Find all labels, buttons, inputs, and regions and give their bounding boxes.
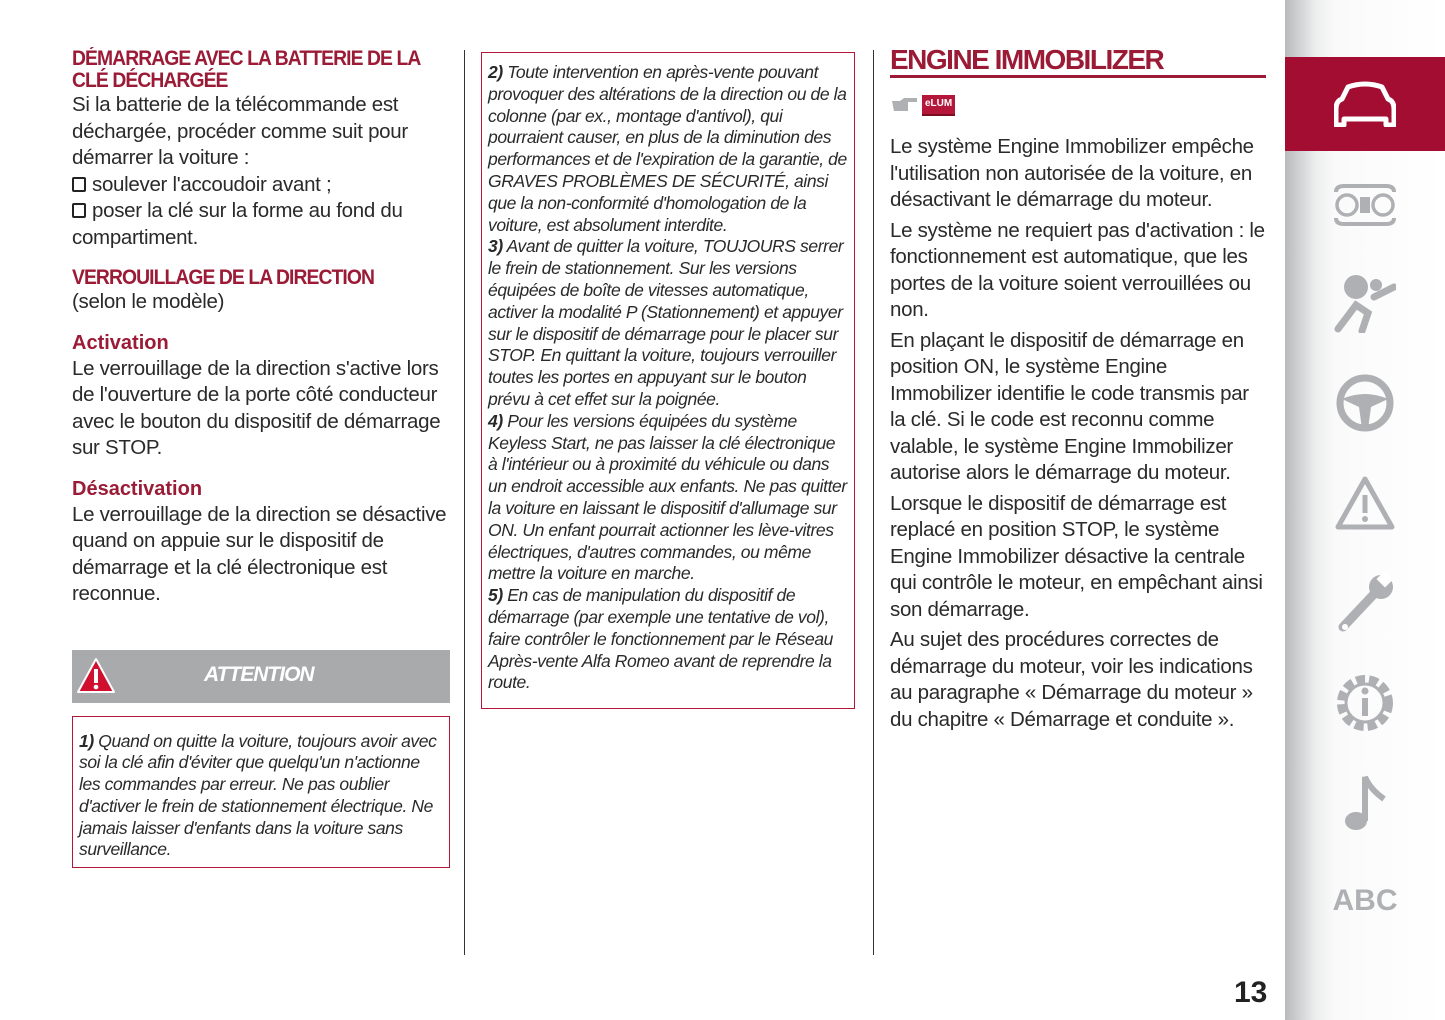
paragraph: Le système ne requiert pas d'activation : le fonctionnement est automatique, que les portes de la voiture soient verrouillées ou non. — [890, 218, 1265, 321]
battery-intro: Si la batterie de la télécommande est déchargée, procéder comme suit pour démarrer la voiture : — [72, 93, 408, 169]
bullet-item: soulever l'accoudoir avant ; — [72, 172, 450, 199]
warning-triangle-icon — [76, 656, 116, 696]
nav-multimedia[interactable] — [1285, 756, 1445, 850]
attention-banner — [72, 650, 450, 703]
elum-icon[interactable]: eLUM — [922, 95, 955, 116]
nav-driving[interactable] — [1285, 356, 1445, 450]
steering-lock-subtitle: (selon le modèle) — [72, 290, 225, 313]
middle-column — [481, 48, 855, 709]
notes-box — [481, 52, 855, 709]
nav-specifications[interactable] — [1285, 656, 1445, 750]
warning-icon — [1334, 475, 1396, 531]
checkbox-bullet-icon — [72, 177, 86, 192]
bullet-item: poser la clé sur la forme au fond du compartiment. — [72, 199, 403, 249]
note-box: 1) Quand on quitte la voiture, toujours avoir avec soi la clé afin d'éviter que quelqu'un n'actionne les commandes par erreur. Ne pas oublier d'activer le frein de stationnement électrique. Ne jamais laisser d'enfants dans la voiture sans surveillance. — [72, 716, 450, 869]
column-divider — [464, 50, 465, 955]
checkbox-bullet-icon — [72, 203, 86, 218]
deactivation-heading: Désactivation — [72, 477, 203, 500]
attention-label: ATTENTION — [204, 662, 314, 686]
paragraph: Le système Engine Immobilizer empêche l'utilisation non autorisée de la voiture, en désactivant le démarrage du moteur. — [890, 135, 1254, 211]
note-item: 3) Avant de quitter la voiture, TOUJOURS serrer le frein de stationnement. Sur les versions équipées de boîte de vitesses automatique, activer la modalité P (Stationnement) et appuyer sur le dispositif de démarrage pour le placer sur STOP. En quittant la voiture, toujours verrouiller toutes les portes en appuyant sur le bouton prévu à cet effet sur la poignée. — [488, 236, 844, 409]
activation-text: Le verrouillage de la direction s'active lors de l'ouverture de la porte côté conducteur avec le bouton du dispositif de démarrage sur STOP. — [72, 356, 441, 459]
note-item: 4) Pour les versions équipées du système Keyless Start, ne pas laisser la clé électronique à l'intérieur ou à proximité du véhicule ou dans un endroit accessible aux enfants. Ne pas quitter la voiture en laissant le dispositif d'allumage sur ON. Un enfant pourrait actionner les lève-vitres électriques, d'autres commandes, ou même mettre la voiture en marche. — [488, 410, 847, 584]
dashboard-icon — [1332, 184, 1398, 226]
paragraph: Au sujet des procédures correctes de démarrage du moteur, voir les indications au paragraphe « Démarrage du moteur » du chapitre « Démarrage et conduite ». — [890, 628, 1253, 731]
pointing-hand-icon — [890, 97, 918, 113]
section-heading-battery: DÉMARRAGE AVEC LA BATTERIE DE LA CLÉ DÉCHARGÉE — [72, 47, 420, 92]
steering-wheel-icon — [1335, 373, 1395, 433]
airbag-icon — [1334, 273, 1396, 333]
wrench-icon — [1335, 571, 1395, 635]
nav-index[interactable]: ABC — [1332, 884, 1398, 917]
left-column — [72, 48, 450, 868]
page-number: 13 — [1234, 976, 1268, 1009]
section-heading-steering-lock: VERROUILLAGE DE LA DIRECTION — [72, 266, 374, 289]
chapter-sidebar — [1285, 0, 1445, 1020]
nav-dashboard[interactable] — [1285, 158, 1445, 252]
nav-maintenance[interactable] — [1285, 556, 1445, 650]
elum-row — [890, 90, 1266, 120]
car-icon — [1334, 81, 1396, 127]
note-item: 2) Toute intervention en après-vente pouvant provoquer des altérations de la direction ou de la colonne (par ex., montage d'antivol), qui pourraient causer, en plus de la diminution des performances et de l'expiration de la garantie, de GRAVES PROBLÈMES DE SÉCURITÉ, ainsi que la non-conformité d'homologation de la voiture, est absolument interdite. — [488, 62, 847, 235]
deactivation-text: Le verrouillage de la direction se désactive quand on appuie sur le dispositif de démarrage et la clé électronique est reconnue. — [72, 502, 447, 605]
activation-heading: Activation — [72, 331, 169, 354]
info-gear-icon — [1334, 672, 1396, 734]
right-column — [890, 44, 1266, 737]
note-item: 5) En cas de manipulation du dispositif de démarrage (par exemple une tentative de vol), faire contrôler le fonctionnement par le Réseau Après-vente Alfa Romeo avant de reprendre la route. — [488, 585, 834, 693]
section-title: ENGINE IMMOBILIZER — [890, 46, 1266, 78]
paragraph: Lorsque le dispositif de démarrage est replacé en position STOP, le système Engine Immobilizer désactive la centrale qui contrôle le moteur, en empêchant ainsi son démarrage. — [890, 491, 1263, 621]
music-note-icon — [1340, 773, 1390, 833]
nav-safety[interactable] — [1285, 256, 1445, 350]
nav-warnings[interactable] — [1285, 456, 1445, 550]
nav-car[interactable] — [1285, 57, 1445, 151]
paragraph: En plaçant le dispositif de démarrage en position ON, le système Engine Immobilizer identifie le code transmis par la clé. Si le code est reconnu comme valable, le système Engine Immobilizer autorise alors le démarrage du moteur. — [890, 328, 1249, 484]
column-divider — [873, 50, 874, 955]
